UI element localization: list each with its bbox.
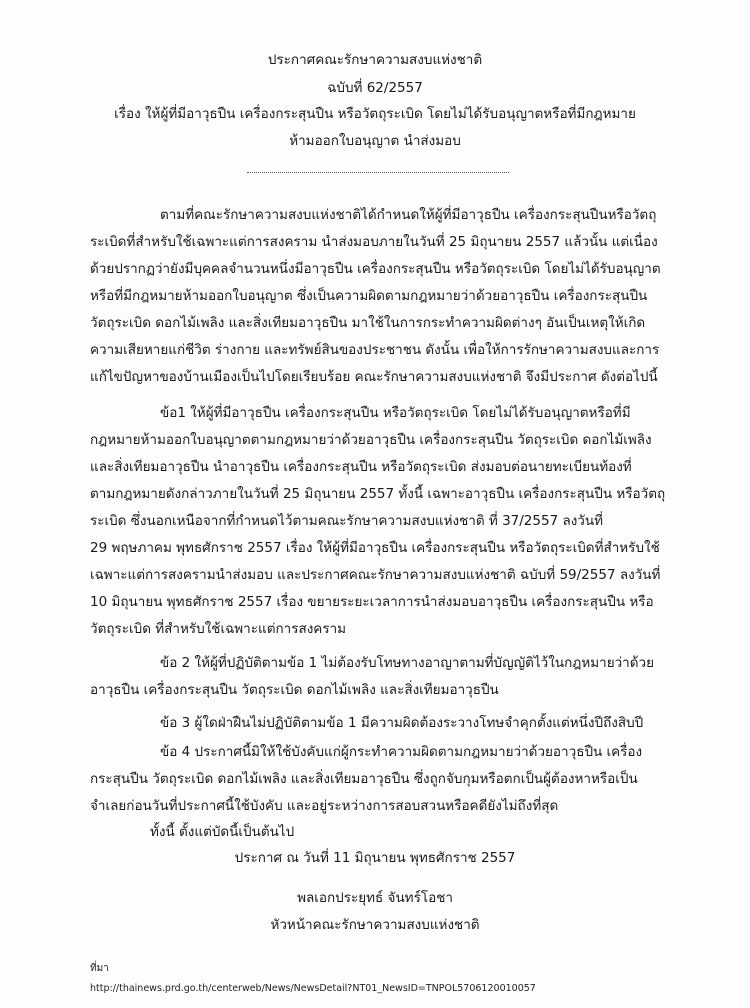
clause-2-start: ข้อ 2 ให้ผู้ที่ปฏิบัติตามข้อ 1 ไม่ต้องรับโทษทางอาญาตามที่บัญญัติไว้ในกฎหมายว่าด้วย — [160, 655, 655, 671]
announcement-subject-line-2: ห้ามออกใบอนุญาต นำส่งมอบ — [289, 133, 461, 149]
body-line: ระเบิด ซึ่งนอกเหนือจากที่กำหนดไว้ตามคณะรักษาความสงบแห่งชาติ ที่ 37/2557 ลงวันที่ — [90, 513, 604, 529]
body-line: ตามที่คณะรักษาความสงบแห่งชาติได้กำหนดให้ผู้ที่มีอาวุธปืน เครื่องกระสุนปืนหรือวัตถุ — [160, 207, 657, 223]
body-line: จำเลยก่อนวันที่ประกาศนี้ใช้บังคับ และอยู่ระหว่างการสอบสวนหรือคดียังไม่ถึงที่สุด — [90, 798, 559, 814]
source-label: ที่มา — [90, 963, 109, 974]
body-line: 29 พฤษภาคม พุทธศักราช 2557 เรื่อง ให้ผู้ที่มีอาวุธปืน เครื่องกระสุนปืน หรือวัตถุระเบิดที่สำหรับใช้ — [90, 540, 660, 556]
body-line: กฎหมายห้ามออกใบอนุญาตตามกฎหมายว่าด้วยอาวุธปืน เครื่องกระสุนปืน วัตถุระเบิด ดอกไม้เพลิง — [90, 432, 652, 448]
body-line: แก้ไขปัญหาของบ้านเมืองเป็นไปโดยเรียบร้อย คณะรักษาความสงบแห่งชาติ จึงมีประกาศ ดังต่อไปนี้ — [90, 369, 658, 385]
signer-name: พลเอกประยุทธ์ จันทร์โอชา — [297, 890, 453, 906]
body-line: วัตถุระเบิด ดอกไม้เพลิง และสิ่งเทียมอาวุธปืน มาใช้ในการกระทำความผิดต่างๆ อันเป็นเหตุให้เกิด — [90, 315, 646, 331]
source-url[interactable]: http://thainews.prd.go.th/centerweb/News/NewsDetail?NT01_NewsID=TNPOL5706120010057 — [90, 983, 536, 994]
body-line: และสิ่งเทียมอาวุธปืน นำอาวุธปืน เครื่องกระสุนปืน หรือวัตถุระเบิด ส่งมอบต่อนายทะเบียนท้องที่ — [90, 459, 632, 475]
body-line: หรือที่มีกฎหมายห้ามออกใบอนุญาต ซึ่งเป็นความผิดตามกฎหมายว่าด้วยอาวุธปืน เครื่องกระสุนปืน — [90, 288, 648, 304]
clause-1-start: ข้อ1 ให้ผู้ที่มีอาวุธปืน เครื่องกระสุนปืน หรือวัตถุระเบิด โดยไม่ได้รับอนุญาตหรือที่มี — [160, 405, 631, 421]
body-line: ระเบิดที่สำหรับใช้เฉพาะแต่การสงคราม นำส่งมอบภายในวันที่ 25 มิถุนายน 2557 แล้วนั้น แต่เนื่อง — [90, 234, 658, 250]
effective-statement: ทั้งนี้ ตั้งแต่บัดนี้เป็นต้นไป — [150, 824, 295, 840]
announcement-number: ฉบับที่ 62/2557 — [327, 80, 423, 96]
body-line: ตามกฎหมายดังกล่าวภายในวันที่ 25 มิถุนายน 2557 ทั้งนี้ เฉพาะอาวุธปืน เครื่องกระสุนปืน หรือวัตถุ — [90, 486, 665, 502]
announcement-date: ประกาศ ณ วันที่ 11 มิถุนายน พุทธศักราช 2557 — [234, 850, 516, 866]
announcement-title: ประกาศคณะรักษาความสงบแห่งชาติ — [267, 52, 483, 68]
body-line: กระสุนปืน วัตถุระเบิด ดอกไม้เพลิง และสิ่งเทียมอาวุธปืน ซึ่งถูกจับกุมหรือตกเป็นผู้ต้องหาหรือเป็น — [90, 771, 638, 787]
body-line: อาวุธปืน เครื่องกระสุนปืน วัตถุระเบิด ดอกไม้เพลิง และสิ่งเทียมอาวุธปืน — [90, 682, 499, 698]
body-line: วัตถุระเบิด ที่สำหรับใช้เฉพาะแต่การสงคราม — [90, 621, 347, 637]
body-line: ด้วยปรากฏว่ายังมีบุคคลจำนวนหนึ่งมีอาวุธปืน เครื่องกระสุนปืน หรือวัตถุระเบิด โดยไม่ได้รับอนุญาต — [90, 261, 661, 277]
dotted-divider — [247, 172, 509, 173]
announcement-subject-line-1: เรื่อง ให้ผู้ที่มีอาวุธปืน เครื่องกระสุนปืน หรือวัตถุระเบิด โดยไม่ได้รับอนุญาตหรือที่มีกฎหมาย — [114, 106, 636, 122]
body-line: 10 มิถุนายน พุทธศักราช 2557 เรื่อง ขยายระยะเวลาการนำส่งมอบอาวุธปืน เครื่องกระสุนปืน หรือ — [90, 594, 654, 610]
body-line: ความเสียหายแก่ชีวิต ร่างกาย และทรัพย์สินของประชาชน ดังนั้น เพื่อให้การรักษาความสงบและการ — [90, 342, 660, 358]
signer-title: หัวหน้าคณะรักษาความสงบแห่งชาติ — [270, 917, 480, 933]
clause-3: ข้อ 3 ผู้ใดฝ่าฝืนไม่ปฏิบัติตามข้อ 1 มีความผิดต้องระวางโทษจำคุกตั้งแต่หนึ่งปีถึงสิบปี — [160, 715, 644, 731]
body-line: เฉพาะแต่การสงครามนำส่งมอบ และประกาศคณะรักษาความสงบแห่งชาติ ฉบับที่ 59/2557 ลงวันที่ — [90, 567, 661, 583]
clause-4-start: ข้อ 4 ประกาศนี้มิให้ใช้บังคับแก่ผู้กระทำความผิดตามกฎหมายว่าด้วยอาวุธปืน เครื่อง — [160, 744, 643, 760]
